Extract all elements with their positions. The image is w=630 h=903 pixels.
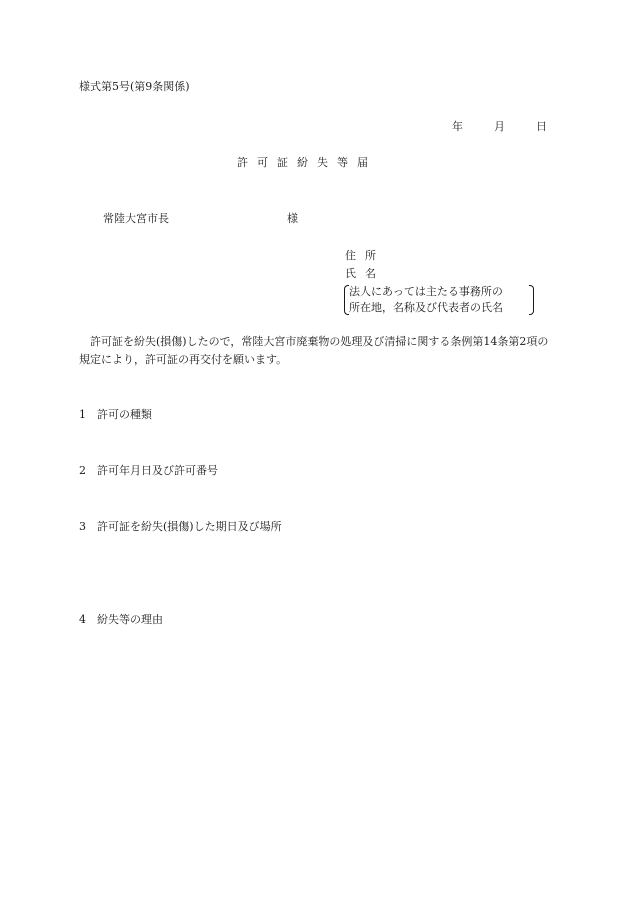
item-number: 2: [79, 464, 86, 477]
addressee-honorific: 様: [287, 212, 298, 225]
date-year: 年: [452, 120, 463, 133]
corporate-note: [345, 284, 533, 316]
body-text: 許可証を紛失(損傷)したので，常陸大宮市廃棄物の処理及び清掃に関する条例第14条第2項の規定により，許可証の再交付を願います。: [79, 335, 549, 366]
date-month: 月: [494, 120, 505, 133]
date-day: 日: [536, 120, 547, 133]
name-label: 氏名: [345, 267, 385, 280]
form-number: 様式第5号(第9条関係): [79, 80, 190, 93]
applicant-block: [345, 249, 385, 285]
date-line: [452, 120, 547, 134]
document-title: 許可証紛失等届: [237, 156, 377, 169]
item-label: 許可証を紛失(損傷)した期日及び場所: [97, 520, 282, 533]
corporate-note-line2: 所在地，名称及び代表者の氏名: [349, 301, 503, 314]
item-number: 4: [79, 613, 86, 626]
addressee-name: 常陸大宮市長: [103, 212, 169, 225]
address-label: 住所: [345, 249, 385, 262]
item-1: [79, 408, 152, 422]
item-label: 許可年月日及び許可番号: [97, 464, 218, 477]
item-label: 紛失等の理由: [97, 613, 163, 626]
addressee: [103, 212, 298, 226]
item-number: 1: [79, 408, 86, 421]
item-number: 3: [79, 520, 86, 533]
item-4: [79, 613, 163, 627]
item-2: [79, 464, 218, 478]
item-label: 許可の種類: [97, 408, 152, 421]
corporate-note-line1: 法人にあっては主たる事務所の: [349, 285, 503, 298]
item-3: [79, 520, 282, 534]
